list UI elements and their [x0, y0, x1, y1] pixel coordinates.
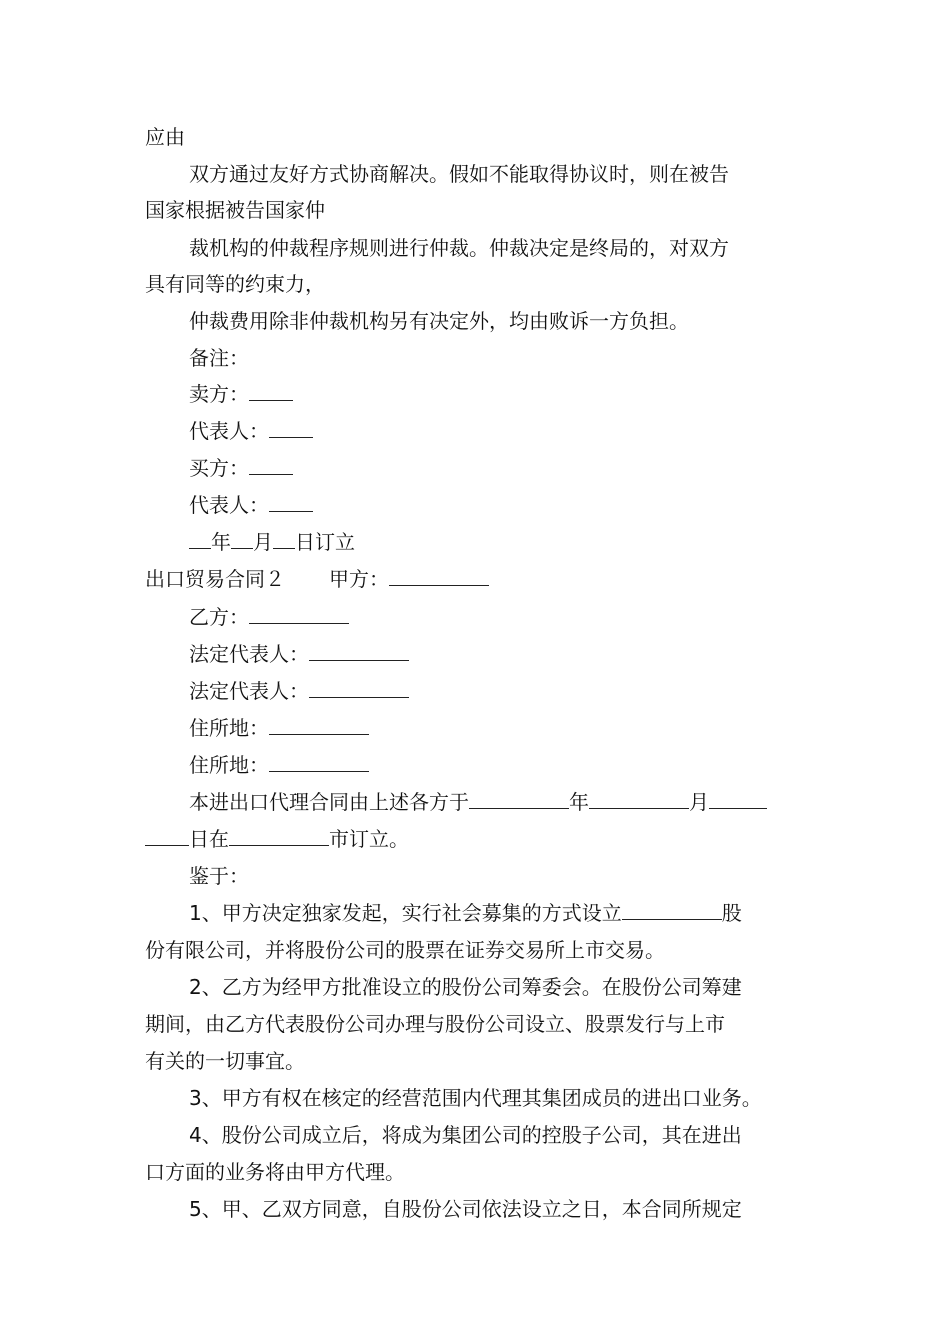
- seller-label: 卖方：: [189, 382, 249, 406]
- year-label: 年: [569, 790, 589, 814]
- blank-field: [145, 827, 189, 846]
- representative-label: 代表人：: [189, 493, 269, 517]
- text-line: 应由: [145, 125, 185, 149]
- blank-field: [231, 530, 253, 549]
- day-label: 日订立: [295, 530, 355, 554]
- blank-field: [309, 679, 409, 698]
- address-line: [189, 714, 869, 742]
- legal-rep-line: [189, 677, 869, 705]
- party-a-label: 甲方：: [329, 567, 389, 591]
- text-line: 具有同等的约束力，: [145, 272, 325, 296]
- legal-rep-label: 法定代表人：: [189, 679, 309, 703]
- contract-title-line: [145, 565, 825, 593]
- text-line: 口方面的业务将由甲方代理。: [145, 1160, 405, 1184]
- buyer-label: 买方：: [189, 456, 249, 480]
- year-label: 年: [211, 530, 231, 554]
- legal-rep-label: 法定代表人：: [189, 642, 309, 666]
- clause-text: 1、甲方决定独家发起，实行社会募集的方式设立: [189, 901, 622, 925]
- signing-line-cont: [145, 825, 825, 853]
- month-label: 月: [253, 530, 273, 554]
- address-label: 住所地：: [189, 753, 269, 777]
- clause-text: 股: [721, 901, 742, 925]
- text-line: 国家根据被告国家仲: [145, 198, 325, 222]
- remarks-label: 备注：: [189, 346, 249, 370]
- date-line: [189, 528, 869, 556]
- blank-field: [269, 419, 313, 438]
- clause-4-line: 4、股份公司成立后，将成为集团公司的控股子公司，其在进出: [189, 1123, 742, 1147]
- text-line: 份有限公司，并将股份公司的股票在证券交易所上市交易。: [145, 938, 665, 962]
- blank-field: [269, 716, 369, 735]
- blank-field: [589, 790, 689, 809]
- clause-3-line: 3、甲方有权在核定的经营范围内代理其集团成员的进出口业务。: [189, 1086, 762, 1110]
- blank-field: [269, 493, 313, 512]
- seller-line: [189, 380, 869, 408]
- buyer-rep-line: [189, 491, 869, 519]
- blank-field: [229, 827, 329, 846]
- blank-field: [269, 753, 369, 772]
- party-b-line: [189, 603, 869, 631]
- blank-field: [389, 567, 489, 586]
- clause-2-line: 2、乙方为经甲方批准设立的股份公司筹委会。在股份公司筹建: [189, 975, 742, 999]
- whereas-label: 鉴于：: [189, 864, 249, 888]
- clause-5-line: 5、甲、乙双方同意，自股份公司依法设立之日，本合同所规定: [189, 1197, 742, 1221]
- contract-title: 出口贸易合同２: [145, 567, 285, 591]
- blank-field: [249, 605, 349, 624]
- blank-field: [469, 790, 569, 809]
- text-line: 仲裁费用除非仲裁机构另有决定外，均由败诉一方负担。: [189, 309, 689, 333]
- text-line: 双方通过友好方式协商解决。假如不能取得协议时，则在被告: [189, 162, 729, 186]
- text-line: 期间，由乙方代表股份公司办理与股份公司设立、股票发行与上市: [145, 1012, 725, 1036]
- blank-field: [249, 382, 293, 401]
- representative-label: 代表人：: [189, 419, 269, 443]
- text-line: 有关的一切事宜。: [145, 1049, 305, 1073]
- signing-line: [189, 788, 869, 816]
- clause-1-line: [189, 899, 869, 927]
- address-label: 住所地：: [189, 716, 269, 740]
- blank-field: [273, 530, 295, 549]
- day-in-label: 日在: [189, 827, 229, 851]
- signing-text: 本进出口代理合同由上述各方于: [189, 790, 469, 814]
- address-line: [189, 751, 869, 779]
- party-b-label: 乙方：: [189, 605, 249, 629]
- blank-field: [189, 530, 211, 549]
- month-label: 月: [689, 790, 709, 814]
- text-line: 裁机构的仲裁程序规则进行仲裁。仲裁决定是终局的，对双方: [189, 236, 729, 260]
- blank-field: [709, 790, 767, 809]
- buyer-line: [189, 454, 869, 482]
- seller-rep-line: [189, 417, 869, 445]
- legal-rep-line: [189, 640, 869, 668]
- blank-field: [622, 901, 722, 920]
- blank-field: [309, 642, 409, 661]
- city-label: 市订立。: [329, 827, 409, 851]
- blank-field: [249, 456, 293, 475]
